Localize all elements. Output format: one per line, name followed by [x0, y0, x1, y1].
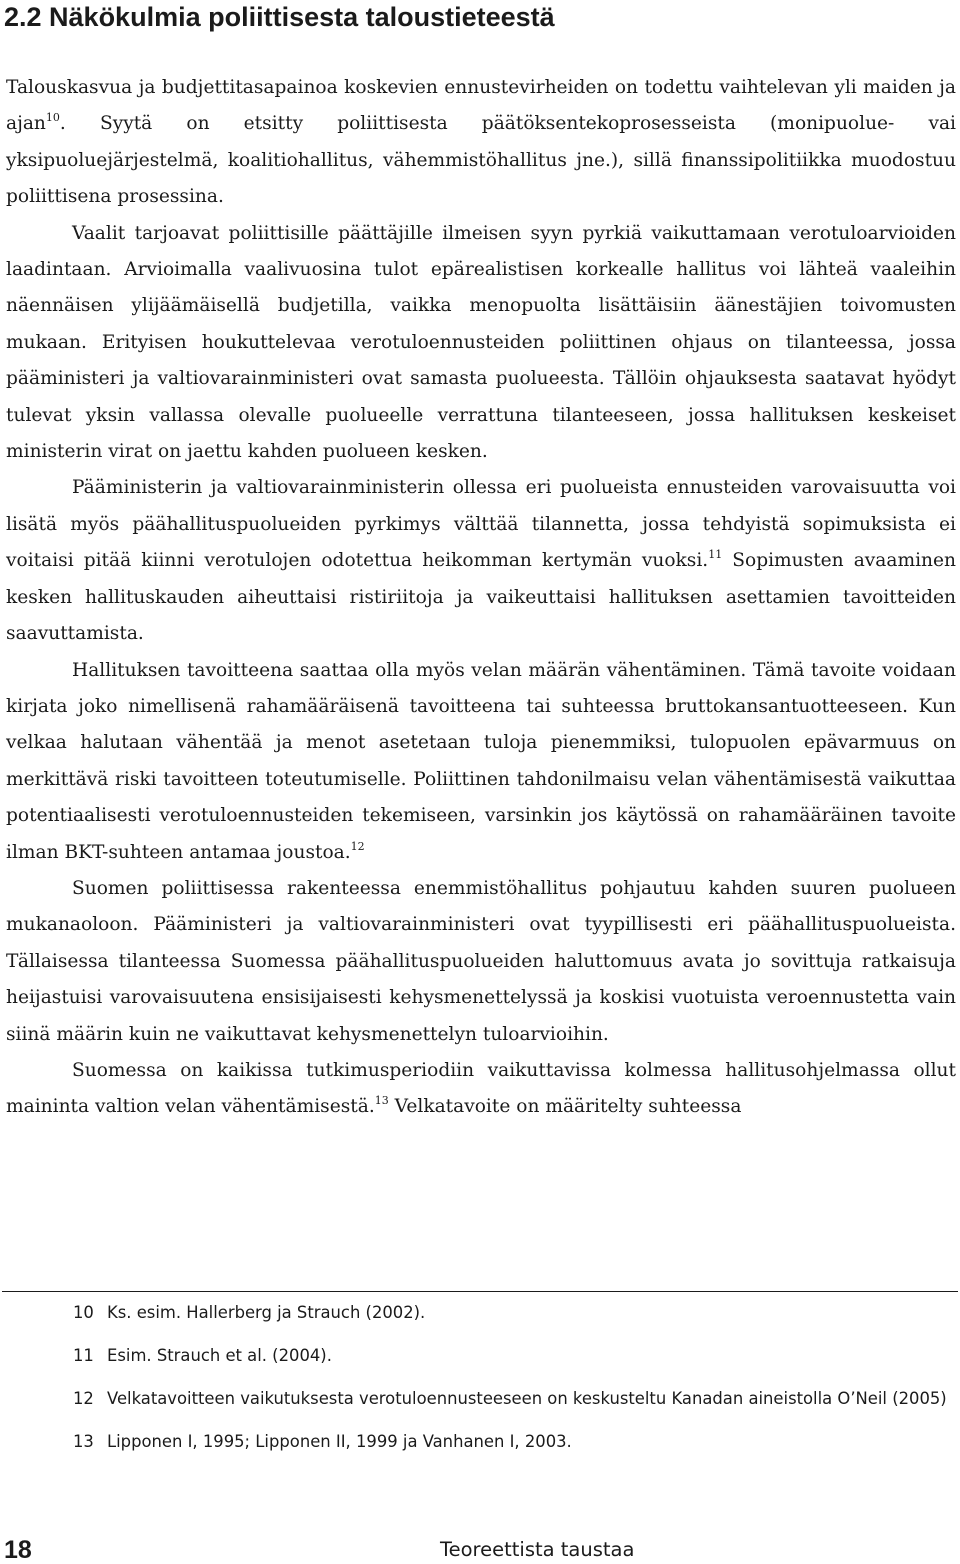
paragraph-text: Suomen poliittisessa rakenteessa enemmistöhallitus pohjautuu kahden suuren puolueen mukanaoloon. Pääministeri ja valtiovarainministeri ovat tyypillisesti eri päähallituspuolueista. Tällaisessa tilanteessa Suomessa päähallituspuolueiden haluttomuus avata jo sovittuja ratkaisuja heijastuisi varovaisuutena ensisijaisesti kehysmenettelyssä ja koskisi vuotuista veroennustetta vain siinä määrin kuin ne vaikuttavat kehysmenettelyn tuloarvioihin. [6, 877, 956, 1045]
paragraph-text: Velkatavoite on määritelty suhteessa [388, 1096, 742, 1118]
footnote-text: Ks. esim. Hallerberg ja Strauch (2002). [107, 1303, 426, 1322]
page-number: 18 [4, 1536, 32, 1564]
paragraph [6, 70, 956, 216]
footnote-text: Esim. Strauch et al. (2004). [107, 1346, 332, 1365]
paragraph [6, 653, 956, 871]
paragraph-text: Vaalit tarjoavat poliittisille päättäjille ilmeisen syyn pyrkiä vaikuttamaan verotuloarvioiden laadintaan. Arvioimalla vaalivuosina tulot epärealistisen korkealle hallitus voi lähteä vaaleihin näennäisen ylijäämäisellä budjetilla, vaikka menopuolta lisättäisiin äänestäjien toivomusten mukaan. Erityisen houkuttelevaa verotuloennusteiden poliittinen ohjaus on tilanteessa, jossa pääministeri ja valtiovarainministeri ovat samasta puolueesta. Tällöin ohjauksesta saatavat hyödyt tulevat yksin vallassa olevalle puolueelle verrattuna tilanteeseen, jossa hallituksen keskeiset ministerin virat on jaettu kahden puolueen kesken. [6, 222, 956, 463]
footnote-item [73, 1301, 958, 1324]
footnote-number: 12 [73, 1389, 94, 1408]
paragraph-text: Pääministerin ja valtiovarainministerin ollessa eri puolueista ennusteiden varovaisuutta voi lisätä myös päähallituspuolueiden pyrkimys välttää tilannetta, jossa tehdyistä sopimuksista ei voitaisi pitää kiinni verotulojen odotettua heikomman kertymän vuoksi. [6, 477, 956, 572]
footnote-item [73, 1387, 958, 1410]
paragraph-text: . Syytä on etsitty poliittisesta päätöksentekoprosesseista (monipuolue- vai yksipuoluejärjestelmä, koalitiohallitus, vähemmistöhallitus jne.), sillä finanssipolitiikka muodostuu poliittisena prosessina. [6, 113, 956, 208]
footnote-item [73, 1344, 958, 1367]
footnote-number: 13 [73, 1432, 94, 1451]
footnote-divider [2, 1291, 958, 1292]
running-footer-title: Teoreettista taustaa [440, 1538, 635, 1561]
footnote-text: Lipponen I, 1995; Lipponen II, 1999 ja Vanhanen I, 2003. [107, 1432, 572, 1451]
section-heading: 2.2 Näkökulmia poliittisesta taloustieteestä [4, 2, 555, 32]
paragraph [6, 216, 956, 471]
paragraph-text: Suomessa on kaikissa tutkimusperiodiin vaikuttavissa kolmessa hallitusohjelmassa ollut maininta valtion velan vähentämisestä. [6, 1059, 956, 1118]
footnote-reference: 13 [374, 1094, 389, 1108]
paragraph [6, 470, 956, 652]
footnote-reference: 10 [45, 111, 60, 125]
paragraph [6, 871, 956, 1053]
footnotes [73, 1301, 958, 1473]
footnote-reference: 12 [350, 839, 365, 853]
footnote-number: 11 [73, 1346, 94, 1365]
paragraph [6, 1053, 956, 1126]
paragraph-text: Talouskasvua ja budjettitasapainoa koskevien ennustevirheiden on todettu vaihtelevan yli maiden ja ajan [6, 77, 956, 135]
paragraph-text: Sopimusten avaaminen kesken hallituskauden aiheuttaisi ristiriitoja ja vaikeuttaisi hallituksen asettamien tavoitteiden saavuttamista. [6, 550, 956, 645]
footnote-item [73, 1430, 958, 1453]
paragraph-text: Hallituksen tavoitteena saattaa olla myös velan määrän vähentäminen. Tämä tavoite voidaan kirjata joko nimellisenä rahamääräisenä tavoitteena tai suhteessa bruttokansantuotteeseen. Kun velkaa halutaan vähentää ja menot asetetaan tuloja pienemmiksi, tulopuolen epävarmuus on merkittävä riski tavoitteen toteutumiselle. Poliittinen tahdonilmaisu velan vähentämisestä vaikuttaa potentiaalisesti verotuloennusteiden tekemiseen, varsinkin jos käytössä on rahamääräinen tavoite ilman BKT-suhteen antamaa joustoa. [6, 659, 956, 863]
footnote-number: 10 [73, 1303, 94, 1322]
body-text [6, 70, 956, 1126]
footnote-reference: 11 [708, 548, 723, 562]
footnote-text: Velkatavoitteen vaikutuksesta verotuloennusteeseen on keskusteltu Kanadan aineistolla O’Neil (2005) [107, 1389, 947, 1408]
